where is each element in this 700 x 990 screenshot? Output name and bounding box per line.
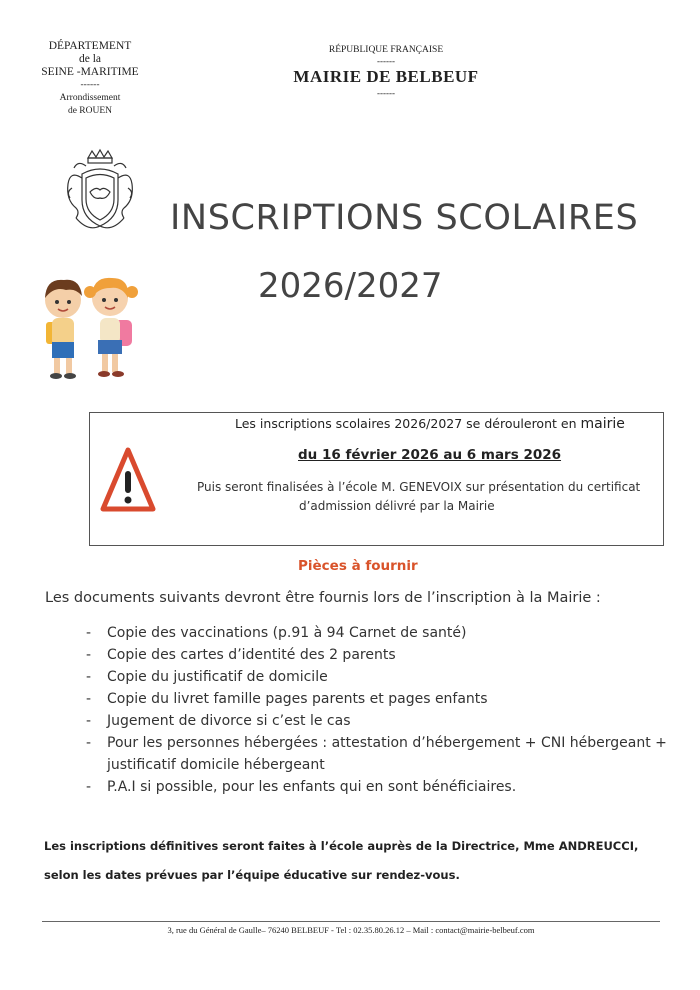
list-item [80, 644, 670, 666]
list-item [80, 732, 670, 776]
list-item [80, 776, 670, 798]
header-separator: ------ [377, 88, 395, 98]
notice-details [197, 478, 657, 516]
registration-dates: du 16 février 2026 au 6 mars 2026 [298, 447, 562, 463]
coat-of-arms-icon [62, 148, 138, 234]
children-illustration [36, 270, 148, 386]
documents-list [80, 622, 670, 798]
list-item-text: Jugement de divorce si c’est le cas [107, 713, 351, 729]
list-item-text: Copie du livret famille pages parents et pages enfants [107, 691, 488, 707]
list-marker: - [86, 625, 92, 641]
list-item [80, 710, 670, 732]
school-year: 2026/2027 [258, 266, 443, 306]
notice-details-line1: Puis seront finalisées à l’école M. GENEVOIX sur présentation du certificat [197, 480, 641, 494]
warning-icon [100, 447, 156, 517]
list-item-text: Copie du justificatif de domicile [107, 669, 328, 685]
list-item-text: Pour les personnes hébergées : attestation d’hébergement + CNI hébergeant + justificatif domicile hébergeant [107, 735, 667, 773]
notice-intro [235, 416, 625, 432]
department-line: Arrondissement [59, 93, 121, 103]
department-header [30, 40, 150, 118]
department-line: DÉPARTEMENT [48, 40, 132, 52]
list-marker: - [86, 713, 92, 729]
footer-divider [42, 921, 660, 922]
list-marker: - [86, 647, 92, 663]
notice-intro-mairie: mairie [580, 416, 625, 432]
list-item-text: Copie des cartes d’identité des 2 parents [107, 647, 396, 663]
department-line: SEINE -MARITIME [41, 66, 139, 78]
department-separator: ------ [80, 80, 100, 90]
notice-details-line2: d’admission délivré par la Mairie [299, 499, 495, 513]
mairie-name: MAIRIE DE BELBEUF [293, 67, 479, 86]
list-item [80, 622, 670, 644]
list-item [80, 666, 670, 688]
republic-label: RÉPUBLIQUE FRANÇAISE [328, 45, 444, 55]
department-line: de la [78, 53, 102, 65]
final-note [44, 832, 664, 890]
notice-intro-text: Les inscriptions scolaires 2026/2027 se dérouleront en [235, 416, 577, 431]
list-marker: - [86, 691, 92, 707]
final-note-line1: Les inscriptions définitives seront faites à l’école auprès de la Directrice, Mme ANDREUCCI, [44, 839, 639, 853]
list-item-text: Copie des vaccinations (p.91 à 94 Carnet de santé) [107, 625, 467, 641]
pieces-heading: Pièces à fournir [298, 558, 418, 574]
footer-contact: 3, rue du Général de Gaulle– 76240 BELBEUF - Tel : 02.35.80.26.12 – Mail : contact@mairie-belbeuf.com [167, 925, 535, 935]
final-note-line2: selon les dates prévues par l’équipe éducative sur rendez-vous. [44, 868, 460, 882]
documents-intro: Les documents suivants devront être fournis lors de l’inscription à la Mairie : [45, 590, 601, 606]
header-separator: ------ [377, 56, 395, 66]
list-marker: - [86, 735, 92, 751]
department-line: de ROUEN [67, 106, 113, 116]
page-title: INSCRIPTIONS SCOLAIRES [170, 198, 639, 238]
list-item [80, 688, 670, 710]
mairie-header [270, 44, 502, 98]
list-marker: - [86, 779, 92, 795]
list-item-text: P.A.I si possible, pour les enfants qui en sont bénéficiaires. [107, 779, 517, 795]
list-marker: - [86, 669, 92, 685]
